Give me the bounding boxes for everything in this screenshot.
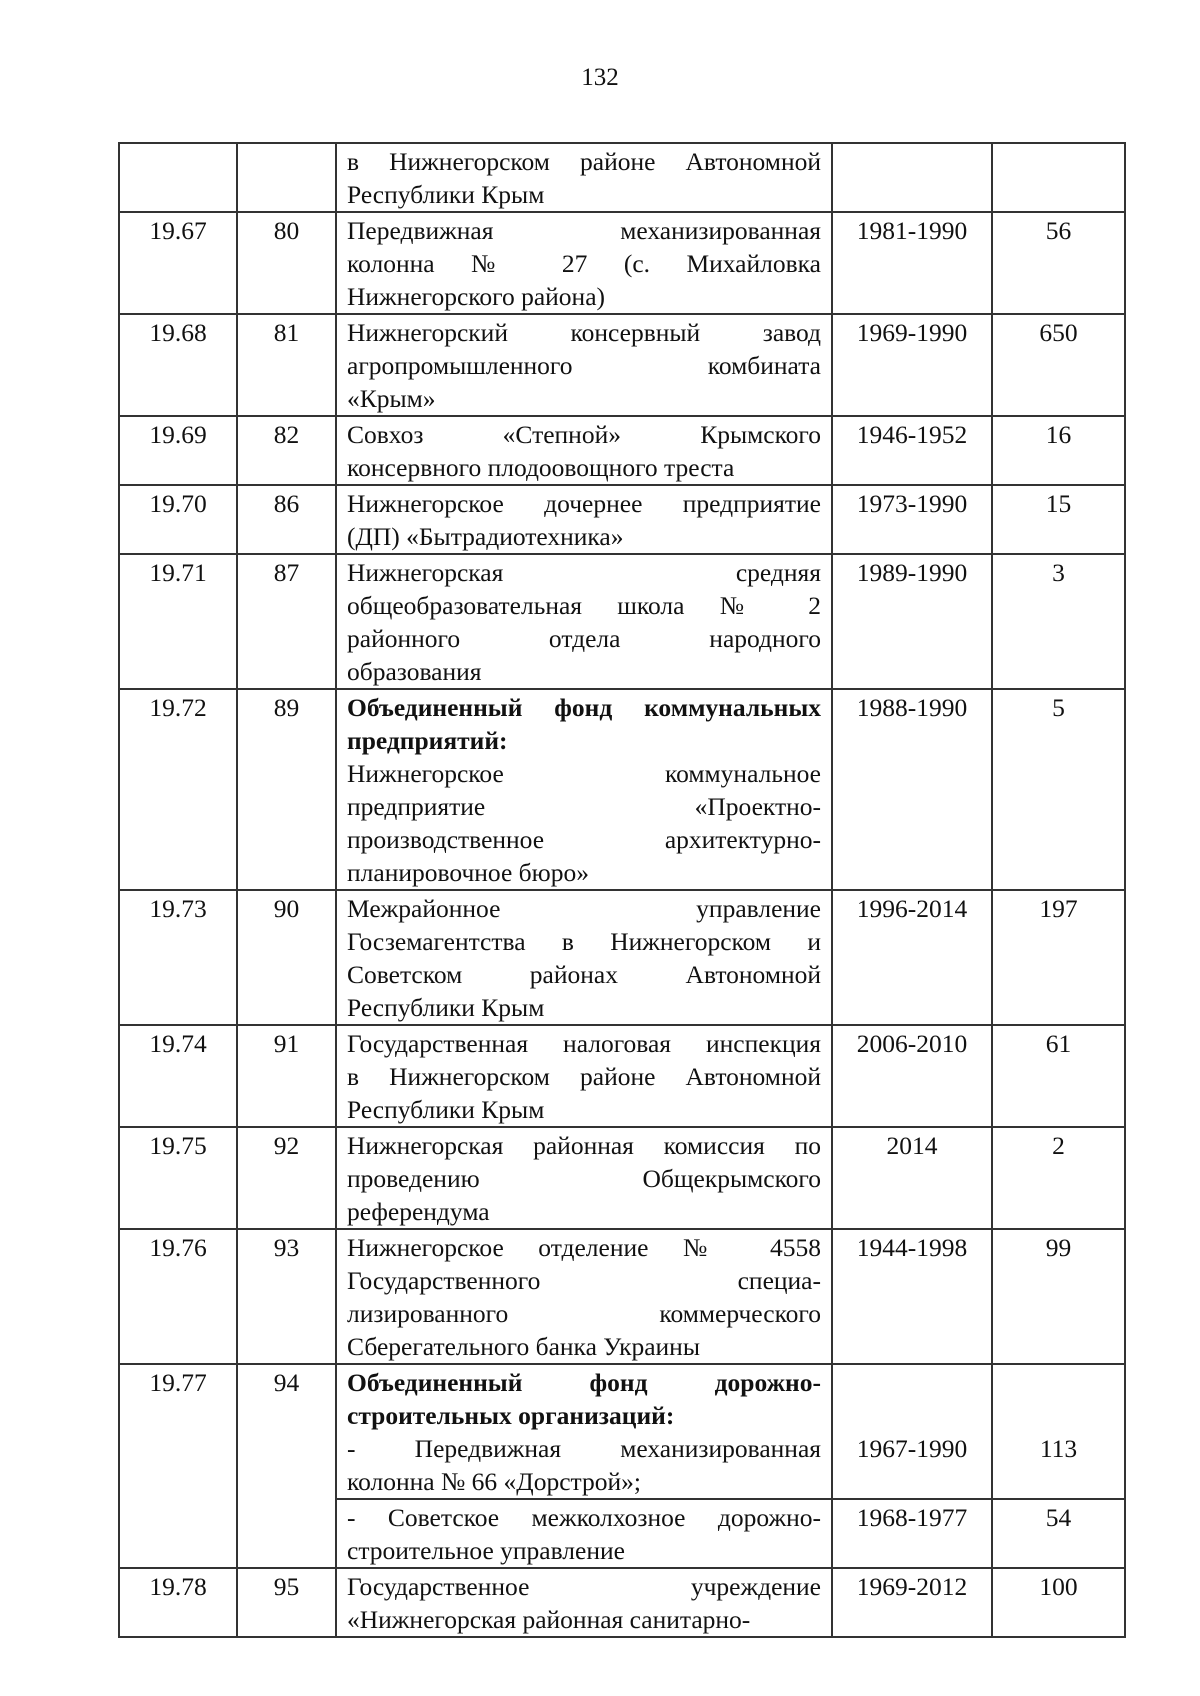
table-row xyxy=(119,485,1125,554)
row-number: 19.70 xyxy=(119,485,237,554)
title-line: общеобразовательная школа № 2 xyxy=(347,591,821,620)
table-row xyxy=(119,1025,1125,1127)
fund-number: 89 xyxy=(237,689,336,890)
date-range-value: 1967-1990 xyxy=(856,1434,968,1463)
group-heading-line: строительных организаций: xyxy=(347,1401,675,1430)
fund-title xyxy=(336,689,832,890)
date-range: 1981-1990 xyxy=(832,212,992,314)
title-line: лизированного коммерческого xyxy=(347,1299,821,1328)
title-line: Республики Крым xyxy=(347,1095,545,1124)
title-line: Нижнегорская средняя xyxy=(347,558,821,587)
date-range: 2006-2010 xyxy=(832,1025,992,1127)
fund-number: 80 xyxy=(237,212,336,314)
fund-title xyxy=(336,416,832,485)
table-row xyxy=(119,689,1125,890)
fund-number xyxy=(237,143,336,212)
fund-number: 87 xyxy=(237,554,336,689)
file-count: 5 xyxy=(992,689,1125,890)
table-row xyxy=(119,1568,1125,1637)
fund-number: 82 xyxy=(237,416,336,485)
table-row xyxy=(119,212,1125,314)
row-number: 19.68 xyxy=(119,314,237,416)
row-number: 19.75 xyxy=(119,1127,237,1229)
title-line: колонна № 27 (с. Михайловка xyxy=(347,249,821,278)
file-count xyxy=(992,1364,1125,1499)
fund-title xyxy=(336,554,832,689)
row-number xyxy=(119,143,237,212)
date-range: 1973-1990 xyxy=(832,485,992,554)
fund-title xyxy=(336,890,832,1025)
title-line: Межрайонное управление xyxy=(347,894,821,923)
fund-number: 90 xyxy=(237,890,336,1025)
fund-title xyxy=(336,143,832,212)
fund-number: 86 xyxy=(237,485,336,554)
title-line: - Передвижная механизированная xyxy=(347,1434,821,1463)
table-row xyxy=(119,1364,1125,1499)
file-count-value: 113 xyxy=(1039,1434,1078,1463)
file-count: 15 xyxy=(992,485,1125,554)
row-number: 19.78 xyxy=(119,1568,237,1637)
title-line: проведению Общекрымского xyxy=(347,1164,821,1193)
date-range: 2014 xyxy=(832,1127,992,1229)
fund-number: 94 xyxy=(237,1364,336,1568)
date-range: 1988-1990 xyxy=(832,689,992,890)
title-line: Республики Крым xyxy=(347,180,545,209)
title-line: - Советское межколхозное дорожно- xyxy=(347,1503,821,1532)
file-count: 54 xyxy=(992,1499,1125,1568)
fund-title xyxy=(336,1364,832,1499)
title-line: производственное архитектурно- xyxy=(347,825,821,854)
file-count: 197 xyxy=(992,890,1125,1025)
title-line: строительное управление xyxy=(347,1536,625,1565)
title-line: Нижнегорский консервный завод xyxy=(347,318,821,347)
fund-number: 93 xyxy=(237,1229,336,1364)
fund-title xyxy=(336,485,832,554)
table-row xyxy=(119,554,1125,689)
row-number: 19.69 xyxy=(119,416,237,485)
date-range: 1996-2014 xyxy=(832,890,992,1025)
title-line: колонна № 66 «Дорстрой»; xyxy=(347,1467,641,1496)
table-row xyxy=(119,416,1125,485)
title-line: референдума xyxy=(347,1197,490,1226)
title-line: Нижнегорское коммунальное xyxy=(347,759,821,788)
title-line: «Нижнегорская районная санитарно- xyxy=(347,1605,751,1634)
fund-title xyxy=(336,1499,832,1568)
row-number: 19.77 xyxy=(119,1364,237,1568)
date-range xyxy=(832,143,992,212)
file-count: 3 xyxy=(992,554,1125,689)
fund-title xyxy=(336,1568,832,1637)
title-line: Государственное учреждение xyxy=(347,1572,821,1601)
date-range: 1968-1977 xyxy=(832,1499,992,1568)
file-count: 100 xyxy=(992,1568,1125,1637)
fund-number: 91 xyxy=(237,1025,336,1127)
fund-title xyxy=(336,1025,832,1127)
fund-number: 92 xyxy=(237,1127,336,1229)
date-range: 1969-2012 xyxy=(832,1568,992,1637)
table-row xyxy=(119,314,1125,416)
row-number: 19.71 xyxy=(119,554,237,689)
title-line: в Нижнегорском районе Автономной xyxy=(347,147,821,176)
date-range: 1944-1998 xyxy=(832,1229,992,1364)
group-heading-line: Объединенный фонд коммунальных xyxy=(347,693,821,722)
title-line: предприятие «Проектно- xyxy=(347,792,821,821)
title-line: (ДП) «Бытрадиотехника» xyxy=(347,522,624,551)
group-heading-line: Объединенный фонд дорожно- xyxy=(347,1368,821,1397)
file-count: 61 xyxy=(992,1025,1125,1127)
title-line: в Нижнегорском районе Автономной xyxy=(347,1062,821,1091)
group-heading-line: предприятий: xyxy=(347,726,508,755)
title-line: Совхоз «Степной» Крымского xyxy=(347,420,821,449)
file-count: 16 xyxy=(992,416,1125,485)
file-count: 56 xyxy=(992,212,1125,314)
title-line: образования xyxy=(347,657,482,686)
title-line: Нижнегорского района) xyxy=(347,282,606,311)
title-line: Республики Крым xyxy=(347,993,545,1022)
row-number: 19.73 xyxy=(119,890,237,1025)
title-line: Советском районах Автономной xyxy=(347,960,821,989)
fund-registry-table xyxy=(118,142,1126,1638)
date-range xyxy=(832,1364,992,1499)
table-row xyxy=(119,1229,1125,1364)
title-line: консервного плодоовощного треста xyxy=(347,453,735,482)
file-count: 99 xyxy=(992,1229,1125,1364)
fund-title xyxy=(336,212,832,314)
table-row xyxy=(119,143,1125,212)
title-line: Госземагентства в Нижнегорском и xyxy=(347,927,821,956)
fund-title xyxy=(336,314,832,416)
table-row xyxy=(119,890,1125,1025)
title-line: агропромышленного комбината xyxy=(347,351,821,380)
date-range: 1989-1990 xyxy=(832,554,992,689)
fund-number: 81 xyxy=(237,314,336,416)
page-number: 132 xyxy=(581,64,619,91)
row-number: 19.74 xyxy=(119,1025,237,1127)
title-line: «Крым» xyxy=(347,384,436,413)
fund-title xyxy=(336,1127,832,1229)
title-line: планировочное бюро» xyxy=(347,858,589,887)
date-range: 1969-1990 xyxy=(832,314,992,416)
file-count: 650 xyxy=(992,314,1125,416)
title-line: Нижнегорское отделение № 4558 xyxy=(347,1233,821,1262)
title-line: Сберегательного банка Украины xyxy=(347,1332,700,1361)
file-count: 2 xyxy=(992,1127,1125,1229)
row-number: 19.67 xyxy=(119,212,237,314)
title-line: Нижнегорская районная комиссия по xyxy=(347,1131,821,1160)
file-count xyxy=(992,143,1125,212)
title-line: районного отдела народного xyxy=(347,624,821,653)
title-line: Передвижная механизированная xyxy=(347,216,821,245)
row-number: 19.72 xyxy=(119,689,237,890)
fund-number: 95 xyxy=(237,1568,336,1637)
date-range: 1946-1952 xyxy=(832,416,992,485)
title-line: Государственного специа- xyxy=(347,1266,821,1295)
fund-title xyxy=(336,1229,832,1364)
row-number: 19.76 xyxy=(119,1229,237,1364)
title-line: Нижнегорское дочернее предприятие xyxy=(347,489,821,518)
table-row xyxy=(119,1127,1125,1229)
title-line: Государственная налоговая инспекция xyxy=(347,1029,821,1058)
